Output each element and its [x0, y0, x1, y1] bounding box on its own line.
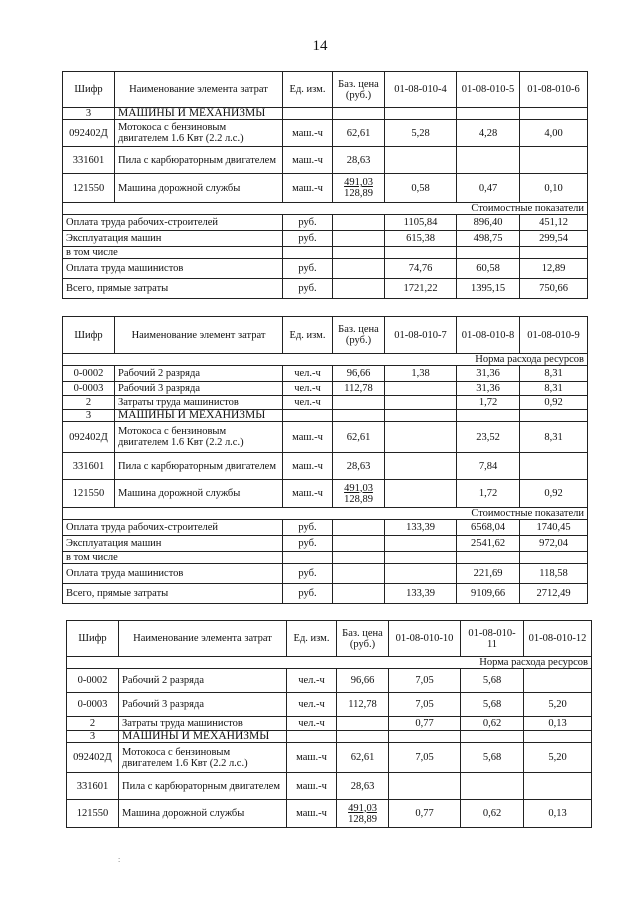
cost-value: 6568,04 [457, 520, 520, 536]
col-header-code: Шифр [63, 317, 115, 354]
cost-unit: руб. [283, 259, 333, 279]
cost-unit: руб. [283, 215, 333, 231]
row-value: 31,36 [457, 382, 520, 396]
price-line-2: 128,89 [344, 493, 373, 505]
section-code: 3 [63, 108, 115, 120]
row-value [385, 480, 457, 508]
row-value [520, 147, 588, 174]
row-value: 5,68 [461, 693, 524, 717]
cost-name: в том числе [63, 247, 283, 259]
cost-unit: руб. [283, 231, 333, 247]
row-value: 1,38 [385, 366, 457, 382]
cost-value: 972,04 [520, 536, 588, 552]
price-line-1: 491,03 [348, 802, 377, 814]
row-price: 62,61 [333, 120, 385, 147]
price-line-2: 128,89 [348, 813, 377, 825]
cost-value: 1105,84 [385, 215, 457, 231]
table-row [63, 382, 588, 396]
table-row [63, 396, 588, 410]
col-header-name: Наименование элемента затрат [115, 72, 283, 108]
col-header-name: Наименование элемент затрат [115, 317, 283, 354]
price-line-1: 491,03 [344, 177, 373, 188]
col-header-norm-1: 01-08-010-4 [385, 72, 457, 108]
table-row [63, 453, 588, 480]
row-value: 8,31 [520, 422, 588, 453]
row-value: 7,84 [457, 453, 520, 480]
row-name: Затраты труда машинистов [119, 717, 287, 731]
cost-value: 133,39 [385, 584, 457, 604]
cost-row [63, 520, 588, 536]
cost-value: 118,58 [520, 564, 588, 584]
price-line-1: 491,03 [344, 482, 373, 494]
cost-unit: руб. [283, 520, 333, 536]
cost-row [63, 584, 588, 604]
row-value: 0,62 [461, 800, 524, 828]
row-code: 331601 [63, 147, 115, 174]
col-header-name: Наименование элемента затрат [119, 621, 287, 657]
section-title: МАШИНЫ И МЕХАНИЗМЫ [115, 108, 283, 120]
row-unit: маш.-ч [283, 147, 333, 174]
row-name: Пила с карбюраторным двигателем [115, 453, 283, 480]
row-value: 0,47 [457, 174, 520, 203]
row-name: Мотокоса с бензиновым двигателем 1.6 Квт (2.2 л.с.) [115, 422, 283, 453]
cost-caption-row [63, 508, 588, 520]
cost-unit: руб. [283, 584, 333, 604]
norm-caption-row [67, 657, 592, 669]
cost-value: 896,40 [457, 215, 520, 231]
row-value [385, 453, 457, 480]
row-value [385, 382, 457, 396]
row-value: 0,77 [389, 800, 461, 828]
cost-unit: руб. [283, 564, 333, 584]
row-value: 23,52 [457, 422, 520, 453]
row-unit: маш.-ч [287, 773, 337, 800]
col-header-norm-2: 01-08-010-8 [457, 317, 520, 354]
table-row [63, 480, 588, 508]
row-value [524, 669, 592, 693]
row-code: 0-0002 [63, 366, 115, 382]
row-value: 0,13 [524, 800, 592, 828]
col-header-unit: Ед. изм. [283, 317, 333, 354]
row-price: 112,78 [333, 382, 385, 396]
col-header-norm-1: 01-08-010-10 [389, 621, 461, 657]
row-value: 0,77 [389, 717, 461, 731]
row-value: 5,68 [461, 743, 524, 773]
table-row [67, 743, 592, 773]
row-price: 62,61 [337, 743, 389, 773]
row-price: 28,63 [333, 453, 385, 480]
col-header-code: Шифр [63, 72, 115, 108]
row-name: Машина дорожной службы [119, 800, 287, 828]
row-unit: маш.-ч [283, 480, 333, 508]
row-value: 0,62 [461, 717, 524, 731]
row-value: 0,92 [520, 396, 588, 410]
row-price: 112,78 [337, 693, 389, 717]
row-name: Рабочий 2 разряда [119, 669, 287, 693]
cost-value: 1721,22 [385, 279, 457, 299]
norm-caption: Норма расхода ресурсов [67, 657, 592, 669]
resource-table-2 [62, 316, 588, 604]
row-code: 0-0003 [67, 693, 119, 717]
cost-value: 2712,49 [520, 584, 588, 604]
cost-row [63, 564, 588, 584]
table-header-row [67, 621, 592, 657]
scan-mark: : [118, 855, 121, 864]
cost-value: 750,66 [520, 279, 588, 299]
row-value: 7,05 [389, 669, 461, 693]
table-row [63, 174, 588, 203]
cost-name: Оплата труда рабочих-строителей [63, 520, 283, 536]
norm-caption: Норма расхода ресурсов [63, 354, 588, 366]
col-header-code: Шифр [67, 621, 119, 657]
row-price [333, 480, 385, 508]
cost-value: 1740,45 [520, 520, 588, 536]
cost-row [63, 231, 588, 247]
row-value: 4,00 [520, 120, 588, 147]
row-name: Рабочий 2 разряда [115, 366, 283, 382]
cost-value: 2541,62 [457, 536, 520, 552]
row-unit: маш.-ч [287, 743, 337, 773]
row-code: 0-0002 [67, 669, 119, 693]
row-value: 4,28 [457, 120, 520, 147]
section-row [63, 410, 588, 422]
table-row [63, 147, 588, 174]
row-name: Мотокоса с бензиновым двигателем 1.6 Квт (2.2 л.с.) [115, 120, 283, 147]
row-code: 331601 [67, 773, 119, 800]
norm-caption-row [63, 354, 588, 366]
row-code: 2 [63, 396, 115, 410]
row-unit: маш.-ч [283, 174, 333, 203]
row-price [333, 174, 385, 203]
row-name: Машина дорожной службы [115, 174, 283, 203]
cost-name: Оплата труда машинистов [63, 259, 283, 279]
cost-name: в том числе [63, 552, 283, 564]
col-header-norm-3: 01-08-010-9 [520, 317, 588, 354]
cost-name: Эксплуатация машин [63, 231, 283, 247]
cost-name: Оплата труда машинистов [63, 564, 283, 584]
col-header-unit: Ед. изм. [287, 621, 337, 657]
section-title: МАШИНЫ И МЕХАНИЗМЫ [115, 410, 283, 422]
row-unit: чел.-ч [283, 396, 333, 410]
col-header-norm-1: 01-08-010-7 [385, 317, 457, 354]
row-value: 5,28 [385, 120, 457, 147]
row-value: 5,20 [524, 743, 592, 773]
section-code: 3 [63, 410, 115, 422]
table-row [67, 773, 592, 800]
cost-row [63, 279, 588, 299]
row-name: Машина дорожной службы [115, 480, 283, 508]
cost-value [385, 536, 457, 552]
table-row [67, 669, 592, 693]
cost-value: 615,38 [385, 231, 457, 247]
col-header-norm-2: 01-08-010-5 [457, 72, 520, 108]
row-value [385, 422, 457, 453]
cost-value: 12,89 [520, 259, 588, 279]
resource-table-1 [62, 71, 588, 299]
row-price: 62,61 [333, 422, 385, 453]
row-code: 092402Д [63, 422, 115, 453]
cost-value: 451,12 [520, 215, 588, 231]
row-code: 121550 [63, 174, 115, 203]
price-line-2: 128,89 [344, 188, 373, 199]
cost-unit: руб. [283, 279, 333, 299]
cost-row [63, 552, 588, 564]
cost-row [63, 215, 588, 231]
row-value [520, 453, 588, 480]
row-code: 121550 [63, 480, 115, 508]
row-value [385, 396, 457, 410]
table-row [63, 366, 588, 382]
cost-value [385, 564, 457, 584]
cost-value: 9109,66 [457, 584, 520, 604]
col-header-price: Баз. цена (руб.) [333, 317, 385, 354]
row-code: 121550 [67, 800, 119, 828]
row-value [389, 773, 461, 800]
cost-caption: Стоимостные показатели [63, 203, 588, 215]
row-value: 31,36 [457, 366, 520, 382]
cost-value: 221,69 [457, 564, 520, 584]
row-value: 0,58 [385, 174, 457, 203]
row-price: 96,66 [333, 366, 385, 382]
row-price [337, 717, 389, 731]
row-name: Пила с карбюраторным двигателем [119, 773, 287, 800]
row-value: 5,20 [524, 693, 592, 717]
row-value [385, 147, 457, 174]
resource-table-3 [66, 620, 592, 828]
row-value: 5,68 [461, 669, 524, 693]
cost-value: 299,54 [520, 231, 588, 247]
row-unit: чел.-ч [283, 366, 333, 382]
cost-caption-row [63, 203, 588, 215]
cost-name: Всего, прямые затраты [63, 584, 283, 604]
cost-row [63, 259, 588, 279]
table-row [67, 693, 592, 717]
section-code: 3 [67, 731, 119, 743]
row-unit: чел.-ч [287, 717, 337, 731]
cost-name: Эксплуатация машин [63, 536, 283, 552]
row-name: Мотокоса с бензиновым двигателем 1.6 Квт (2.2 л.с.) [119, 743, 287, 773]
cost-name: Оплата труда рабочих-строителей [63, 215, 283, 231]
cost-row [63, 536, 588, 552]
cost-unit: руб. [283, 536, 333, 552]
row-code: 092402Д [67, 743, 119, 773]
cost-value: 74,76 [385, 259, 457, 279]
row-value: 0,10 [520, 174, 588, 203]
cost-caption: Стоимостные показатели [63, 508, 588, 520]
row-price [337, 800, 389, 828]
page-number: 14 [312, 38, 328, 54]
cost-value: 133,39 [385, 520, 457, 536]
table-row [63, 120, 588, 147]
table-row [63, 422, 588, 453]
table-header-row [63, 317, 588, 354]
cost-row [63, 247, 588, 259]
cost-name: Всего, прямые затраты [63, 279, 283, 299]
row-name: Рабочий 3 разряда [115, 382, 283, 396]
table-row [67, 717, 592, 731]
col-header-norm-3: 01-08-010-6 [520, 72, 588, 108]
row-unit: маш.-ч [287, 800, 337, 828]
col-header-price: Баз. цена (руб.) [337, 621, 389, 657]
cost-value: 60,58 [457, 259, 520, 279]
col-header-norm-3: 01-08-010-12 [524, 621, 592, 657]
row-name: Пила с карбюраторным двигателем [115, 147, 283, 174]
row-unit: чел.-ч [287, 693, 337, 717]
row-name: Затраты труда машинистов [115, 396, 283, 410]
row-value: 1,72 [457, 396, 520, 410]
row-name: Рабочий 3 разряда [119, 693, 287, 717]
row-code: 0-0003 [63, 382, 115, 396]
row-value [461, 773, 524, 800]
col-header-norm-2: 01-08-010-11 [461, 621, 524, 657]
section-row [63, 108, 588, 120]
row-price: 28,63 [337, 773, 389, 800]
row-value [524, 773, 592, 800]
cost-value: 498,75 [457, 231, 520, 247]
row-value: 1,72 [457, 480, 520, 508]
row-unit: маш.-ч [283, 120, 333, 147]
row-unit: чел.-ч [283, 382, 333, 396]
table-row [67, 800, 592, 828]
row-code: 331601 [63, 453, 115, 480]
row-unit: маш.-ч [283, 422, 333, 453]
col-header-price: Баз. цена (руб.) [333, 72, 385, 108]
row-value: 8,31 [520, 366, 588, 382]
row-value: 0,13 [524, 717, 592, 731]
row-code: 2 [67, 717, 119, 731]
row-value: 0,92 [520, 480, 588, 508]
section-row [67, 731, 592, 743]
row-value: 7,05 [389, 693, 461, 717]
section-title: МАШИНЫ И МЕХАНИЗМЫ [119, 731, 287, 743]
row-unit: чел.-ч [287, 669, 337, 693]
row-code: 092402Д [63, 120, 115, 147]
row-value: 8,31 [520, 382, 588, 396]
row-price: 28,63 [333, 147, 385, 174]
row-unit: маш.-ч [283, 453, 333, 480]
table-header-row [63, 72, 588, 108]
row-price [333, 396, 385, 410]
col-header-unit: Ед. изм. [283, 72, 333, 108]
row-value: 7,05 [389, 743, 461, 773]
row-value [457, 147, 520, 174]
cost-value: 1395,15 [457, 279, 520, 299]
row-price: 96,66 [337, 669, 389, 693]
